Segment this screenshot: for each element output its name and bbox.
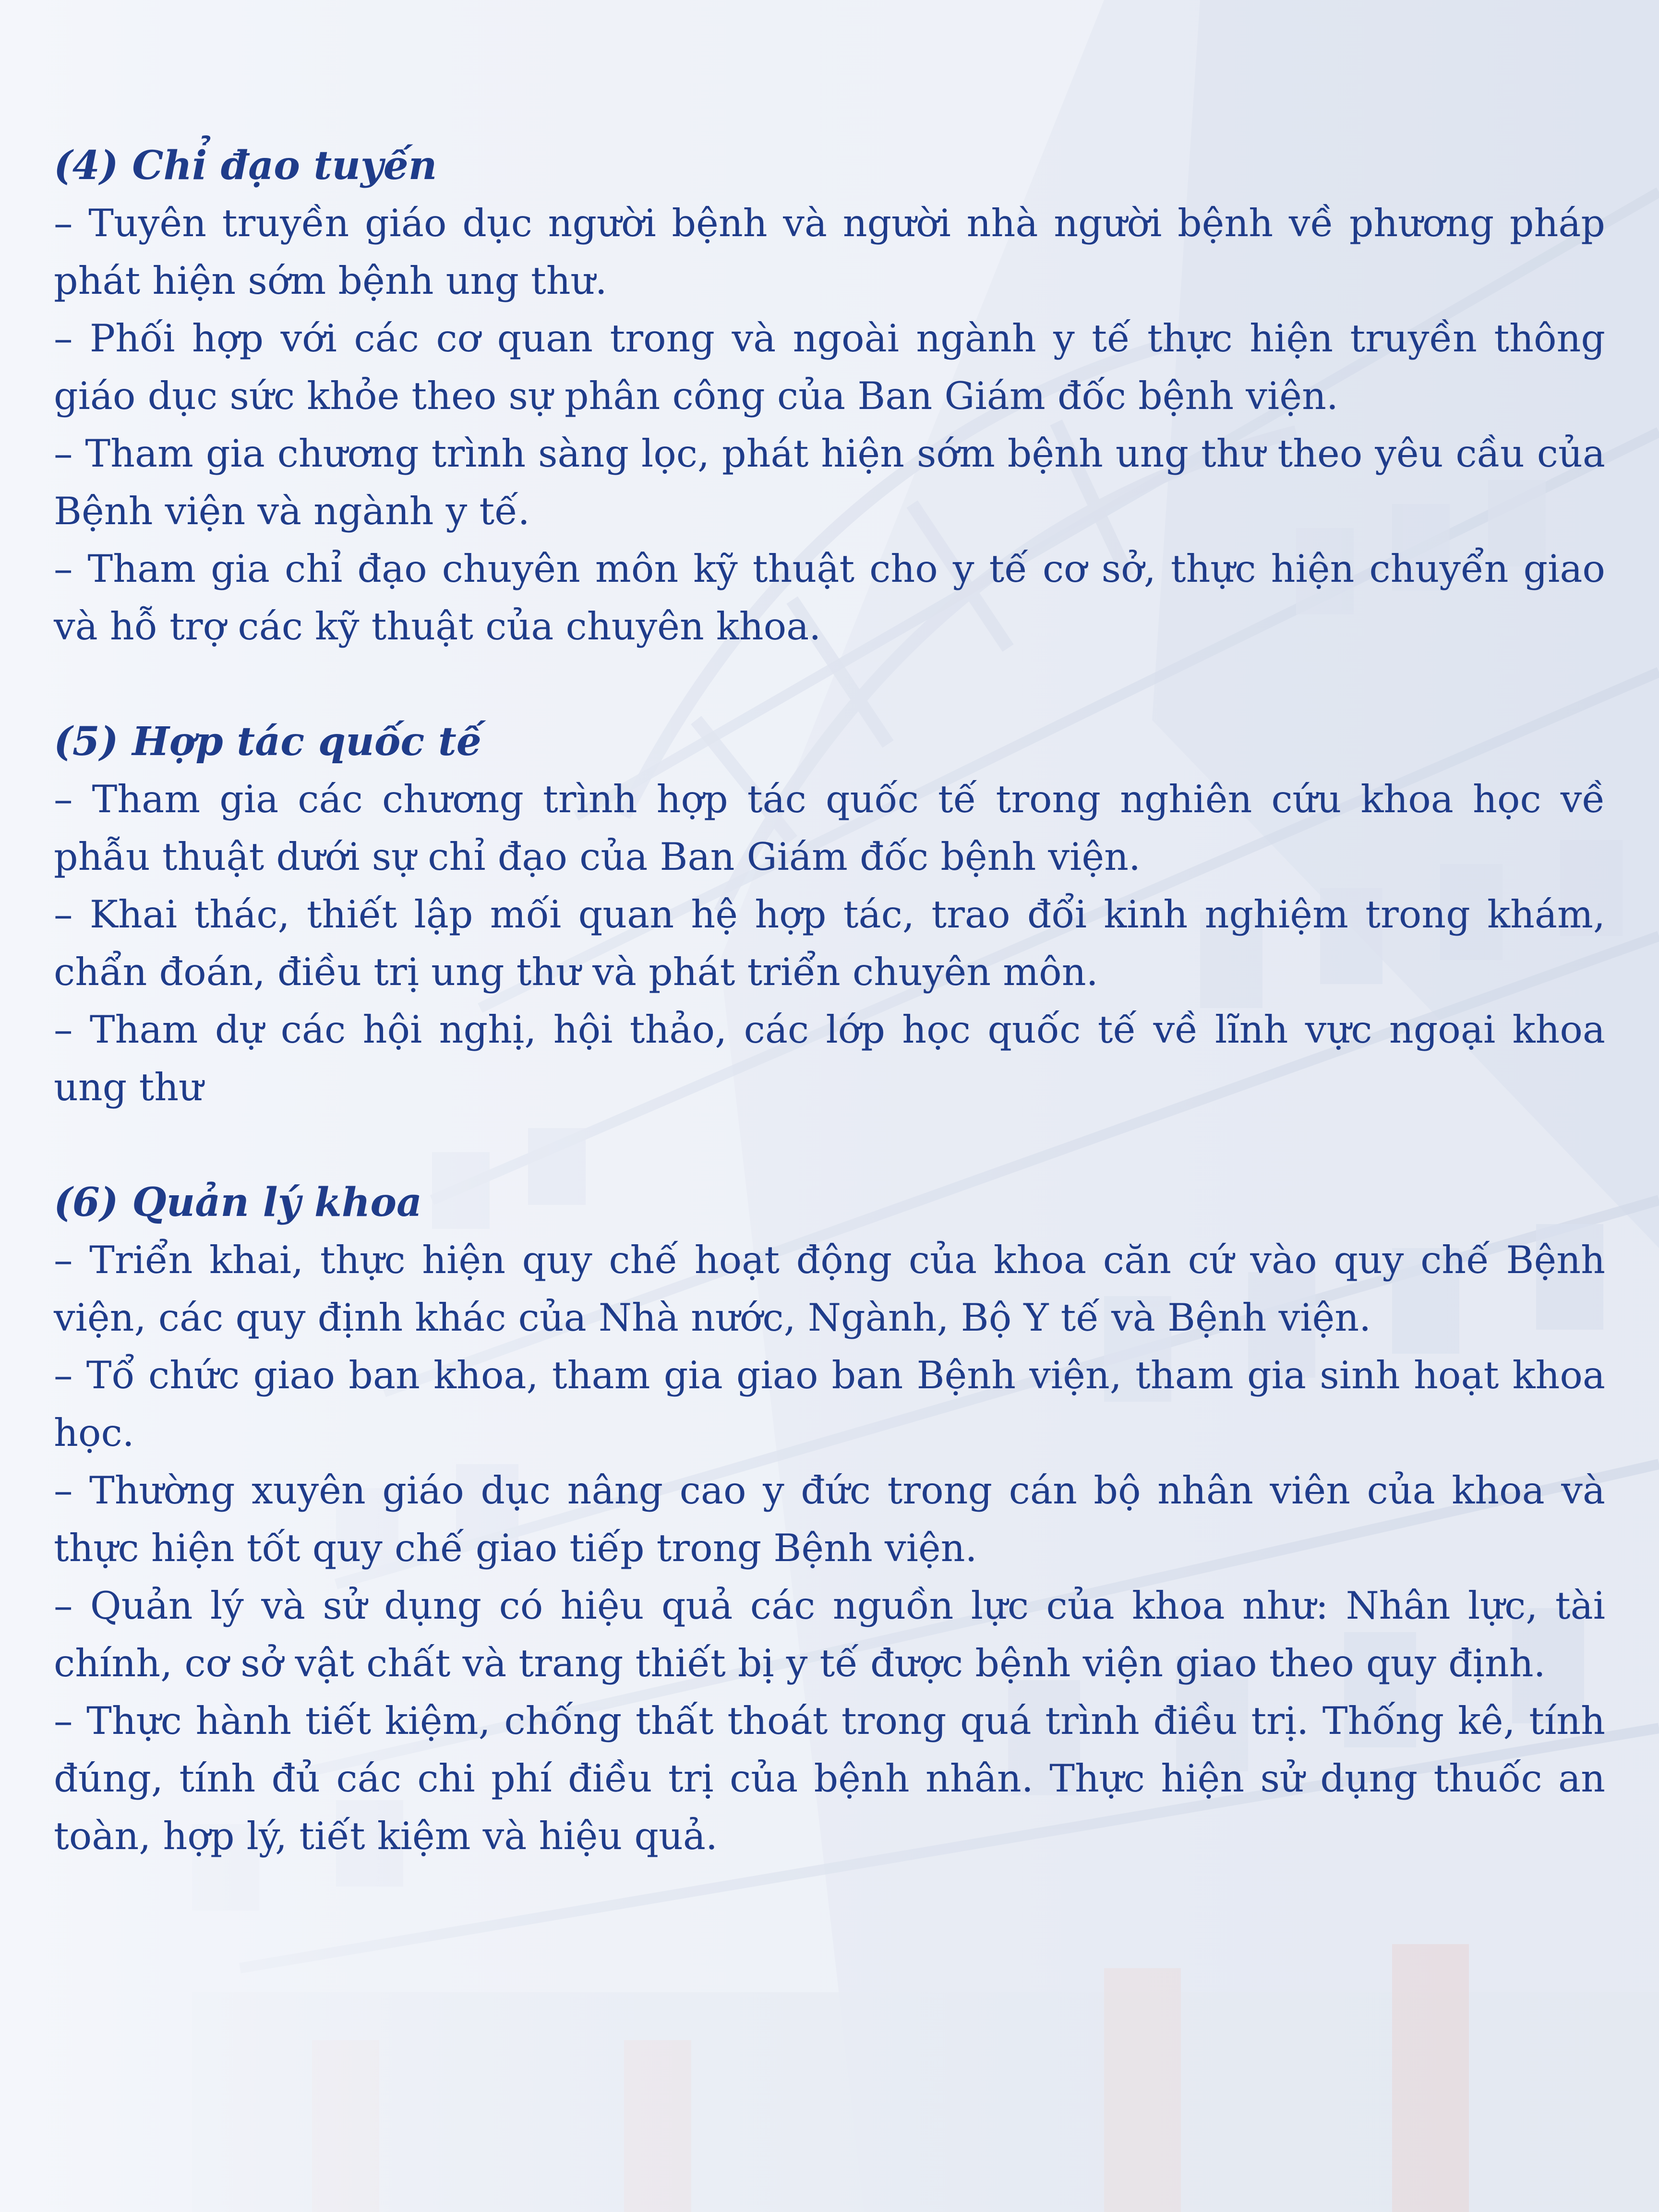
list-item: – Tuyên truyền giáo dục người bệnh và người nhà người bệnh về phương pháp phát hiện sớm bệnh ung thư. xyxy=(54,201,1605,303)
list-item: – Triển khai, thực hiện quy chế hoạt động của khoa căn cứ vào quy chế Bệnh viện, các quy định khác của Nhà nước, Ngành, Bộ Y tế và Bệnh viện. xyxy=(54,1238,1605,1340)
list-item: – Tham gia chương trình sàng lọc, phát hiện sớm bệnh ung thư theo yêu cầu của Bệnh viện và ngành y tế. xyxy=(54,432,1605,533)
section-chi-dao-tuyen xyxy=(54,137,1605,655)
list-item: – Khai thác, thiết lập mối quan hệ hợp tác, trao đổi kinh nghiệm trong khám, chẩn đoán, điều trị ung thư và phát triển chuyên môn. xyxy=(54,892,1605,994)
document-content xyxy=(54,137,1605,1923)
list-item: – Tham gia chỉ đạo chuyên môn kỹ thuật cho y tế cơ sở, thực hiện chuyển giao và hỗ trợ các kỹ thuật của chuyên khoa. xyxy=(54,547,1605,649)
list-item: – Thực hành tiết kiệm, chống thất thoát trong quá trình điều trị. Thống kê, tính đúng, tính đủ các chi phí điều trị của bệnh nhân. Thực hiện sử dụng thuốc an toàn, hợp lý, tiết kiệm và hiệu quả. xyxy=(54,1699,1605,1858)
list-item: – Tham dự các hội nghị, hội thảo, các lớp học quốc tế về lĩnh vực ngoại khoa ung thư xyxy=(54,1008,1605,1109)
list-item: – Tham gia các chương trình hợp tác quốc tế trong nghiên cứu khoa học về phẫu thuật dưới sự chỉ đạo của Ban Giám đốc bệnh viện. xyxy=(54,777,1605,879)
section-hop-tac-quoc-te xyxy=(54,713,1605,1116)
section-heading: (4) Chỉ đạo tuyến xyxy=(54,143,437,189)
list-item: – Tổ chức giao ban khoa, tham gia giao ban Bệnh viện, tham gia sinh hoạt khoa học. xyxy=(54,1353,1605,1455)
list-item: – Quản lý và sử dụng có hiệu quả các nguồn lực của khoa như: Nhân lực, tài chính, cơ sở vật chất và trang thiết bị y tế được bệnh viện giao theo quy định. xyxy=(54,1584,1605,1685)
list-item: – Phối hợp với các cơ quan trong và ngoài ngành y tế thực hiện truyền thông giáo dục sức khỏe theo sự phân công của Ban Giám đốc bệnh viện. xyxy=(54,316,1605,418)
section-heading: (6) Quản lý khoa xyxy=(54,1179,422,1226)
section-quan-ly-khoa xyxy=(54,1174,1605,1865)
section-heading: (5) Hợp tác quốc tế xyxy=(54,719,481,765)
list-item: – Thường xuyên giáo dục nâng cao y đức trong cán bộ nhân viên của khoa và thực hiện tốt quy chế giao tiếp trong Bệnh viện. xyxy=(54,1468,1605,1570)
